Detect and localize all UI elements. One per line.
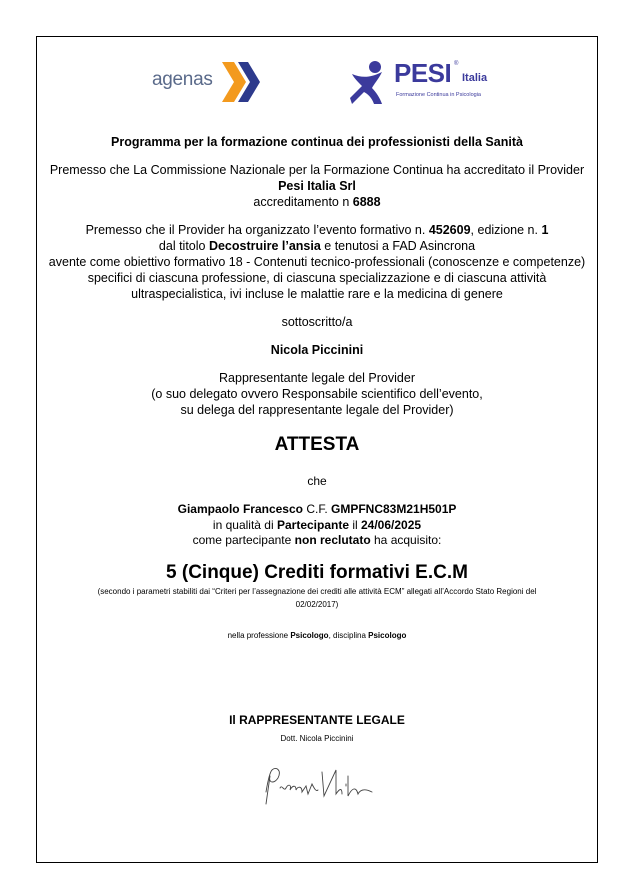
credits-note: (secondo i parametri stabiliti dai “Criteri per l’assegnazione dei crediti alle attività ECM” allegati all’Accordo Stato Regioni del 02/02/2017): [97, 587, 537, 609]
credits-heading: 5 (Cinque) Crediti formativi E.C.M: [166, 562, 468, 583]
signature-title: Il RAPPRESENTANTE LEGALE: [229, 713, 405, 727]
participant-block: Giampaolo Francesco C.F. GMPFNC83M21H501P in qualità di Partecipante il 24/06/2025 come partecipante non reclutato ha acquisito:: [177, 502, 457, 547]
pesi-tagline: Formazione Continua in Psicologia: [396, 92, 481, 98]
participant-status: non reclutato: [294, 533, 371, 547]
signed-by-label: sottoscritto/a: [281, 315, 353, 329]
participant-role: Partecipante: [276, 517, 349, 532]
premise-event: Premesso che il Provider ha organizzato l’evento formativo n. 452609, edizione n. 1 dal titolo Decostruire l’ansia e tenutosi a FAD Asincrona avente come obiettivo formativo 18 - Contenuti tecnico-professionali (conoscenze e competenze) specifici di ciascuna professione, di ciascuna specializzazione e di ciascuna attività ultraspecialistica, ivi incluse le malattie rare e la medicina di genere: [48, 223, 586, 301]
event-title: Decostruire l’ansia: [208, 239, 321, 253]
agenas-logo-text: agenas: [152, 69, 213, 90]
profession-line: nella professione Psicologo, disciplina Psicologo: [227, 631, 407, 640]
pesi-logo: [348, 56, 508, 108]
pesi-figure-icon: [348, 58, 394, 106]
agenas-mark-icon: [216, 60, 264, 104]
pesi-italia: Italia: [462, 72, 488, 84]
premise-provider: Premesso che La Commissione Nazionale per la Formazione Continua ha accreditato il Provider Pesi Italia Srl accreditamento n 6888: [36, 162, 598, 210]
discipline: Psicologo: [368, 631, 407, 640]
che-label: che: [307, 474, 327, 488]
participation-date: 24/06/2025: [361, 517, 422, 532]
event-number: 452609: [428, 223, 471, 237]
pesi-registered-mark: ®: [454, 61, 459, 67]
agenas-logo: [152, 60, 264, 106]
program-title: Programma per la formazione continua dei professionisti della Sanità: [111, 135, 523, 149]
pesi-brand: PESI: [394, 58, 452, 88]
attesta-heading: ATTESTA: [274, 434, 360, 455]
edition-number: 1: [541, 223, 549, 237]
signer-name: Nicola Piccinini: [270, 343, 364, 357]
provider-name: Pesi Italia Srl: [278, 179, 356, 193]
participant-name: Giampaolo Francesco: [177, 502, 303, 516]
fiscal-code: GMPFNC83M21H501P: [331, 502, 457, 516]
signer-role: Rappresentante legale del Provider (o suo delegato ovvero Responsabile scientifico dell’evento, su delega del rappresentante legale del Provider): [151, 371, 483, 417]
accreditation: accreditamento n 6888: [253, 195, 381, 209]
signature-name: Dott. Nicola Piccinini: [280, 734, 354, 743]
profession: Psicologo: [290, 631, 329, 640]
handwritten-signature: [262, 762, 382, 810]
